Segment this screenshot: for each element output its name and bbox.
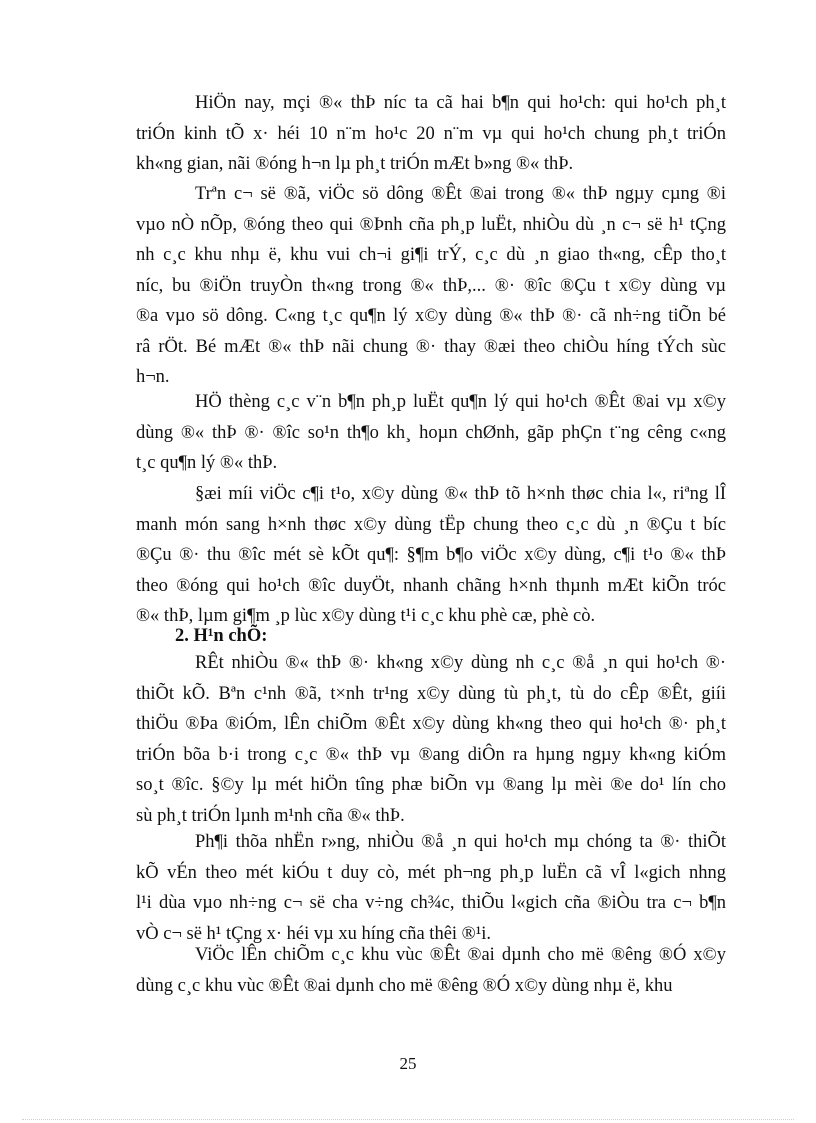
text-line: ®a vµo sö dông. C«ng t¸c qu¶n lý x©y dùng ®« thÞ ®· cã nh÷ng tiÕn bé — [136, 306, 726, 326]
text-line: nh c¸c khu nhµ ë, khu vui ch¬i gi¶i trÝ, c¸c dù ¸n giao th«ng, cÊp tho¸t — [136, 245, 726, 265]
text-line: dùng c¸c khu vùc ®Êt ®ai dµnh cho më ®êng ®Ó x©y dùng nhµ ë, khu — [136, 975, 673, 996]
text-line: vÒ c¬ së h¹ tÇng x· héi vµ xu híng cña thêi ®¹i. — [136, 923, 492, 944]
text-line: vµo nÒ nÕp, ®óng theo qui ®Þnh cña ph¸p luËt, nhiÒu dù ¸n c¬ së h¹ tÇng — [136, 214, 726, 235]
section-heading: 2. H¹n chÕ: — [175, 626, 268, 646]
text-line: HiÖn nay, mçi ®« thÞ níc ta cã hai b¶n qui ho¹ch: qui ho¹ch ph¸t — [195, 93, 726, 113]
text-line: sù ph¸t triÓn lµnh m¹nh cña ®« thÞ. — [136, 805, 405, 826]
text-line: dùng ®« thÞ ®· ®îc so¹n th¶o kh¸ hoµn chØnh, gãp phÇn t¨ng cêng c«ng — [136, 422, 726, 443]
text-line: ®« thÞ, lµm gi¶m ¸p lùc x©y dùng t¹i c¸c khu phè cæ, phè cò. — [136, 606, 596, 626]
text-line: Ph¶i thõa nhËn r»ng, nhiÒu ®å ¸n qui ho¹ch mµ chóng ta ®· thiÕt — [195, 832, 726, 852]
text-line: kh«ng gian, nãi ®óng h¬n lµ ph¸t triÓn mÆt b»ng ®« thÞ. — [136, 154, 574, 174]
text-line: l¹i dùa vµo nh÷ng c¬ së cha v÷ng ch¾c, thiÕu l«gich cña ®iÒu tra c¬ b¶n — [136, 893, 726, 913]
text-line: §æi míi viÖc c¶i t¹o, x©y dùng ®« thÞ tõ h×nh thøc chia l«, riªng lÎ — [195, 484, 726, 504]
text-line: ®Çu ®· thu ®îc mét sè kÕt qu¶: §¶m b¶o viÖc x©y dùng, c¶i t¹o ®« thÞ — [136, 545, 726, 565]
text-line: ViÖc lÊn chiÕm c¸c khu vùc ®Êt ®ai dµnh cho më ®êng ®Ó x©y — [195, 945, 726, 965]
text-line: triÓn bõa b·i trong c¸c ®« thÞ vµ ®ang diÔn ra hµng ngµy kh«ng kiÓm — [136, 744, 726, 765]
text-line: níc, bu ®iÖn truyÒn th«ng trong ®« thÞ,... ®· ®îc ®Çu t x©y dùng vµ — [136, 275, 726, 296]
text-line: theo ®óng qui ho¹ch ®îc duyÖt, nhanh chãng h×nh thµnh mÆt kiÕn tróc — [136, 575, 726, 596]
text-line: Trªn c¬ së ®ã, viÖc sö dông ®Êt ®ai trong ®« thÞ ngµy cµng ®i — [195, 184, 726, 204]
text-line: manh món sang h×nh thøc x©y dùng tËp chung theo c¸c dù ¸n ®Çu t bíc — [136, 514, 726, 535]
text-line: HÖ thèng c¸c v¨n b¶n ph¸p luËt qu¶n lý qui ho¹ch ®Êt ®ai vµ x©y — [195, 392, 726, 412]
text-line: thiÖu ®Þa ®iÓm, lÊn chiÕm ®Êt x©y dùng kh«ng theo qui ho¹ch ®· ph¸t — [136, 714, 726, 734]
text-line: triÓn kinh tÕ x· héi 10 n¨m ho¹c 20 n¨m vµ qui ho¹ch chung ph¸t triÓn — [136, 123, 726, 144]
page-number: 25 — [399, 1054, 417, 1073]
text-line: râ rÖt. Bé mÆt ®« thÞ nãi chung ®· thay ®æi theo chiÒu híng tÝch sùc — [136, 336, 726, 357]
text-line: h¬n. — [136, 367, 170, 387]
text-line: RÊt nhiÒu ®« thÞ ®· kh«ng x©y dùng nh c¸c ®å ¸n qui ho¹ch ®· — [195, 653, 726, 673]
text-line: so¸t ®îc. §©y lµ mét hiÖn tîng phæ biÕn vµ ®ang lµ mèi ®e do¹ lín cho — [136, 775, 726, 795]
text-line: thiÕt kÕ. Bªn c¹nh ®ã, t×nh tr¹ng x©y dùng tù ph¸t, tù do cÊp ®Êt, giíi — [136, 683, 726, 704]
text-line: kÕ vÉn theo mét kiÓu t duy cò, mét ph¬ng ph¸p luËn cã vÎ l«gich nhng — [136, 862, 726, 883]
text-line: t¸c qu¶n lý ®« thÞ. — [136, 453, 278, 473]
footer-divider — [22, 1119, 794, 1120]
